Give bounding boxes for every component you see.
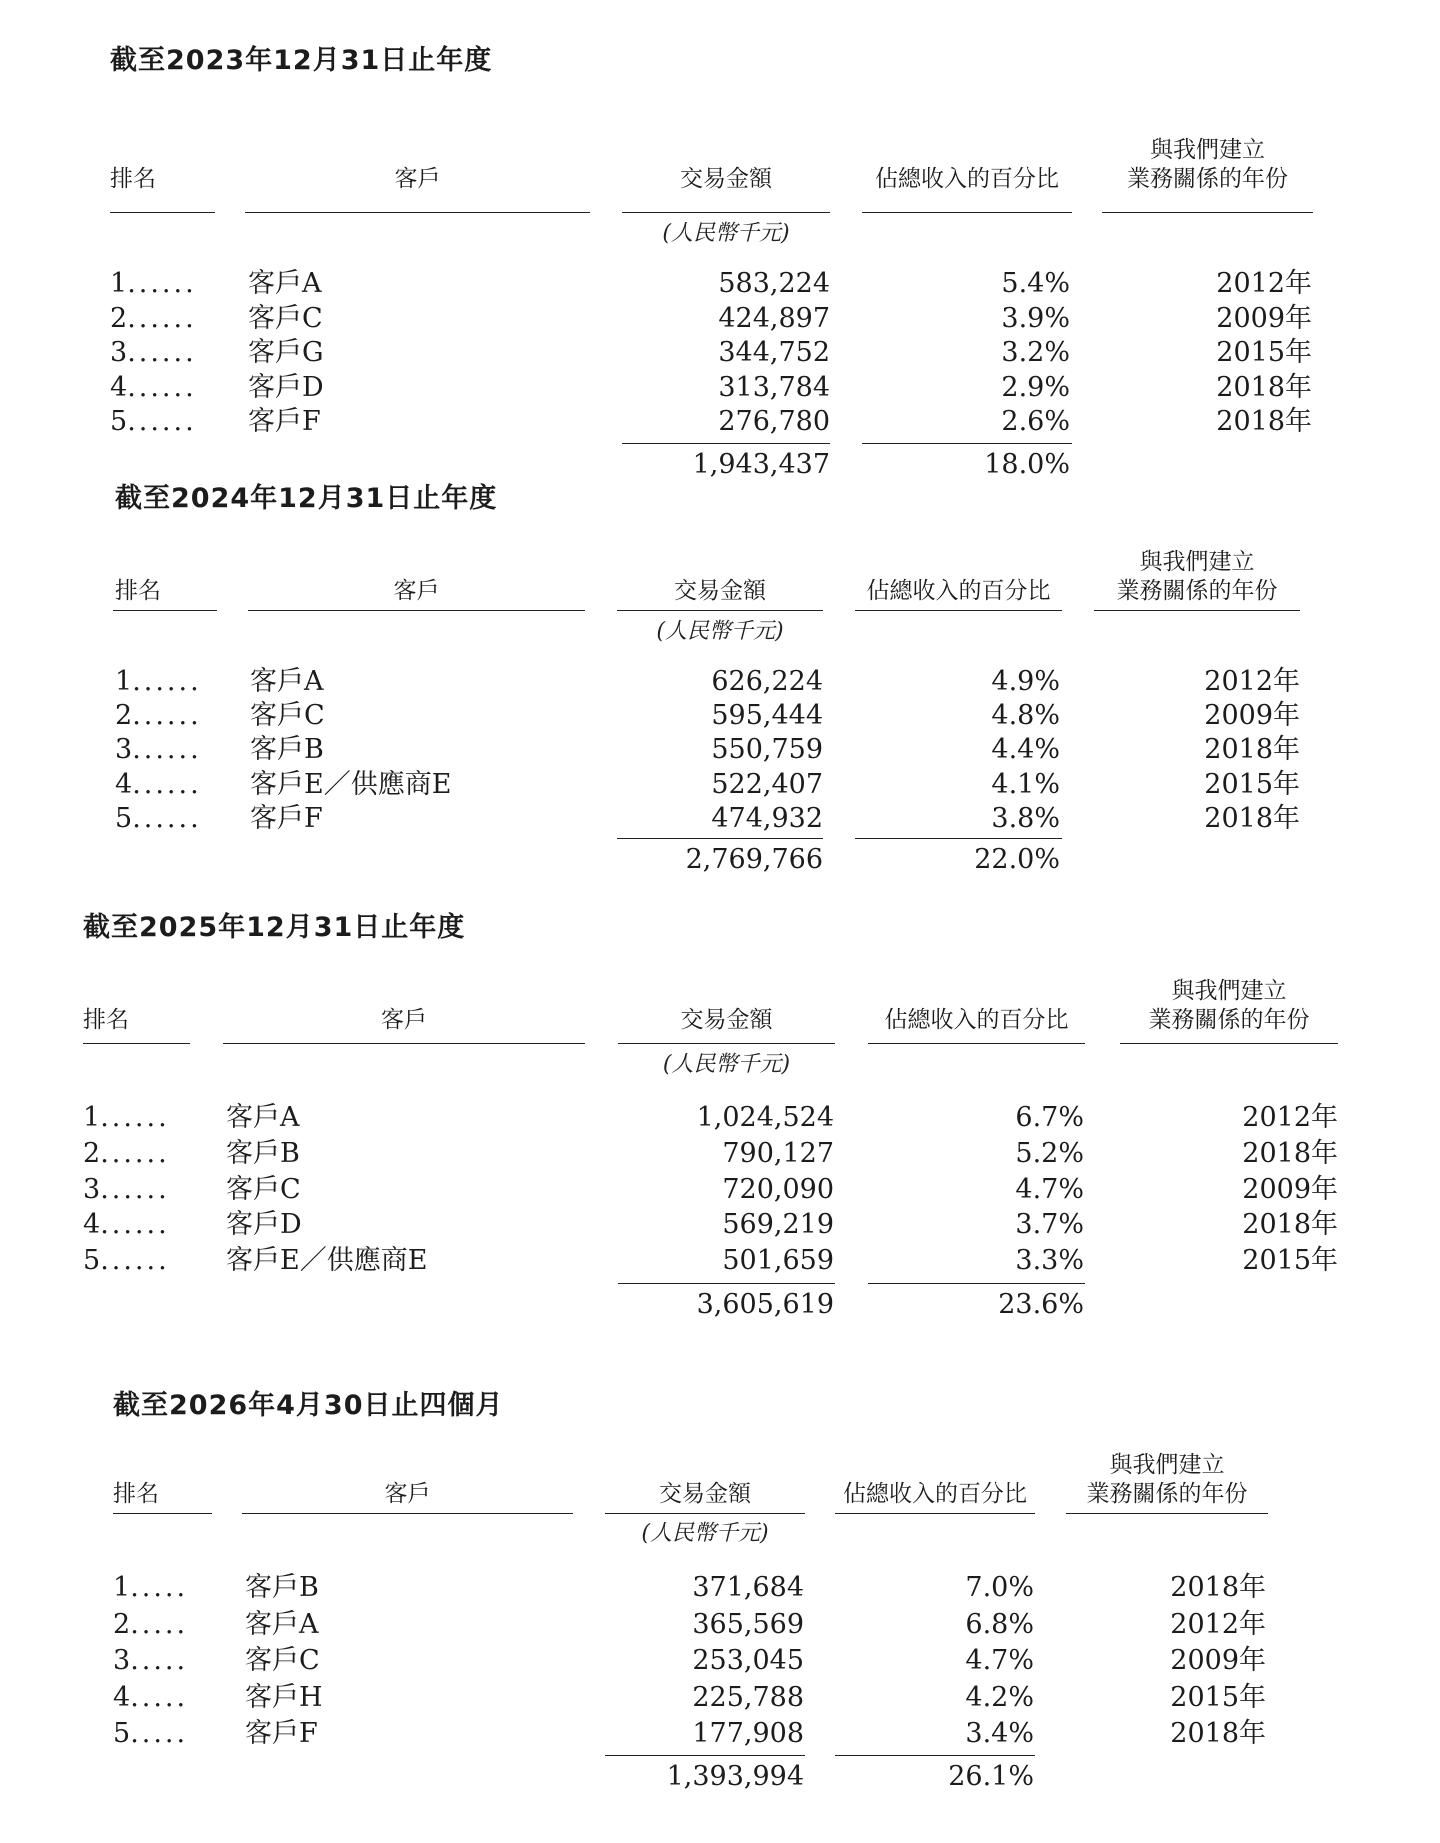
rank-leader-dots: ......: [127, 268, 197, 299]
row-customer: 客戶F: [248, 406, 321, 437]
row-percent: 2.9%: [1001, 371, 1070, 403]
row-percent: 7.0%: [965, 1572, 1034, 1603]
total-rule-percent: [855, 838, 1062, 839]
row-customer: 客戶C: [245, 1645, 320, 1677]
total-rule-percent: [862, 443, 1072, 444]
row-amount: 225,788: [692, 1681, 804, 1713]
header-underline-rank: [110, 212, 215, 213]
amount-unit-label: (人民幣千元): [662, 1052, 791, 1077]
header-percent: 佔總收入的百分比: [866, 578, 1051, 604]
row-year: 2018年: [1204, 802, 1300, 834]
row-customer: 客戶C: [248, 302, 323, 334]
row-year: 2009年: [1242, 1173, 1338, 1205]
rank-number: 3: [115, 734, 133, 766]
header-customer: 客戶: [393, 578, 440, 604]
row-year: 2015年: [1242, 1245, 1338, 1277]
customer-table-section: [0, 1383, 1440, 1843]
row-rank: [110, 302, 197, 336]
header-underline-customer: [242, 1513, 573, 1514]
row-customer: 客戶E／供應商E: [226, 1245, 428, 1277]
header-underline-customer: [223, 1043, 585, 1044]
row-customer: 客戶A: [250, 666, 324, 697]
total-rule-percent: [835, 1755, 1035, 1756]
row-customer: 客戶D: [248, 371, 324, 403]
header-percent: 佔總收入的百分比: [884, 1007, 1069, 1033]
row-rank: [115, 665, 202, 699]
rank-number: 1: [83, 1102, 101, 1133]
rank-leader-dots: ......: [100, 1173, 170, 1205]
rank-leader-dots: ......: [127, 337, 197, 368]
header-percent: 佔總收入的百分比: [843, 1481, 1027, 1507]
row-amount: 424,897: [718, 302, 830, 334]
rank-number: 3: [83, 1173, 101, 1205]
header-rank: 排名: [115, 578, 161, 604]
header-amount: 交易金額: [680, 1007, 773, 1033]
rank-number: 5: [115, 802, 133, 834]
row-amount: 583,224: [718, 268, 830, 299]
row-year: 2018年: [1242, 1137, 1338, 1169]
row-percent: 4.7%: [965, 1645, 1034, 1677]
header-underline-percent: [855, 610, 1062, 611]
row-customer: 客戶F: [245, 1718, 318, 1750]
rank-leader-dots: ......: [127, 406, 197, 437]
header-underline-amount: [617, 610, 823, 611]
total-amount: 1,943,437: [692, 449, 830, 480]
row-customer: 客戶A: [245, 1608, 319, 1640]
row-year: 2018年: [1216, 406, 1312, 437]
header-underline-percent: [835, 1513, 1035, 1514]
header-year-line2: 業務關係的年份: [1116, 578, 1278, 604]
row-rank: [110, 405, 197, 439]
row-rank: [83, 1244, 170, 1278]
total-rule-amount: [605, 1755, 805, 1756]
row-year: 2012年: [1216, 268, 1312, 299]
row-amount: 344,752: [718, 337, 830, 368]
header-year-line1: 與我們建立: [1109, 1452, 1225, 1478]
amount-unit-label: (人民幣千元): [662, 221, 790, 246]
row-year: 2012年: [1170, 1608, 1266, 1640]
total-percent: 18.0%: [984, 449, 1070, 480]
row-customer: 客戶C: [250, 700, 325, 732]
header-underline-customer: [245, 212, 590, 213]
rank-number: 5: [83, 1245, 101, 1277]
header-underline-year: [1066, 1513, 1268, 1514]
header-underline-percent: [862, 212, 1072, 213]
header-year-line1: 與我們建立: [1171, 978, 1287, 1004]
customer-table-section: [0, 38, 1440, 498]
row-year: 2018年: [1170, 1718, 1266, 1750]
rank-leader-dots: ......: [132, 700, 202, 732]
row-percent: 4.7%: [1015, 1173, 1084, 1205]
rank-number: 4: [113, 1681, 131, 1713]
total-percent: 22.0%: [974, 844, 1060, 875]
row-rank: [83, 1173, 170, 1207]
rank-leader-dots: .....: [130, 1718, 189, 1750]
row-rank: [115, 699, 202, 733]
rank-leader-dots: ......: [100, 1137, 170, 1169]
row-rank: [110, 336, 197, 370]
header-underline-year: [1094, 610, 1300, 611]
rank-leader-dots: ......: [132, 666, 202, 697]
rank-leader-dots: ......: [127, 302, 197, 334]
header-year-line1: 與我們建立: [1139, 549, 1255, 575]
rank-number: 3: [113, 1645, 131, 1677]
rank-number: 4: [110, 371, 128, 403]
total-amount: 2,769,766: [685, 844, 823, 875]
row-customer: 客戶A: [226, 1102, 300, 1133]
row-customer: 客戶D: [226, 1209, 302, 1241]
rank-leader-dots: ......: [132, 734, 202, 766]
rank-leader-dots: .....: [130, 1681, 189, 1713]
row-rank: [115, 733, 202, 767]
row-amount: 720,090: [722, 1173, 834, 1205]
row-amount: 595,444: [711, 700, 823, 732]
rank-number: 1: [113, 1572, 131, 1603]
row-customer: 客戶B: [245, 1572, 319, 1603]
header-rank: 排名: [83, 1007, 129, 1033]
row-percent: 4.1%: [991, 768, 1060, 800]
header-underline-amount: [618, 1043, 835, 1044]
row-year: 2009年: [1204, 700, 1300, 732]
row-amount: 522,407: [711, 768, 823, 800]
rank-number: 1: [110, 268, 128, 299]
total-amount: 1,393,994: [666, 1761, 804, 1792]
row-percent: 4.8%: [991, 700, 1060, 732]
row-year: 2009年: [1170, 1645, 1266, 1677]
header-underline-amount: [605, 1513, 805, 1514]
rank-leader-dots: ......: [100, 1245, 170, 1277]
rank-number: 4: [83, 1209, 101, 1241]
row-percent: 5.2%: [1015, 1137, 1084, 1169]
row-rank: [83, 1137, 170, 1171]
rank-leader-dots: ......: [100, 1102, 170, 1133]
row-year: 2015年: [1216, 337, 1312, 368]
row-percent: 3.2%: [1001, 337, 1070, 368]
row-rank: [113, 1717, 188, 1751]
row-customer: 客戶G: [248, 337, 324, 368]
row-rank: [113, 1644, 188, 1678]
amount-unit-label: (人民幣千元): [641, 1521, 769, 1546]
row-percent: 3.9%: [1001, 302, 1070, 334]
section-title: 截至2024年12月31日止年度: [115, 483, 498, 514]
total-rule-amount: [618, 1283, 835, 1284]
row-percent: 3.8%: [991, 802, 1060, 834]
row-amount: 313,784: [718, 371, 830, 403]
row-year: 2018年: [1170, 1572, 1266, 1603]
rank-leader-dots: ......: [100, 1209, 170, 1241]
rank-number: 2: [110, 302, 128, 334]
row-rank: [110, 267, 197, 301]
rank-number: 5: [110, 406, 128, 437]
header-underline-year: [1120, 1043, 1338, 1044]
rank-number: 5: [113, 1718, 131, 1750]
row-percent: 3.7%: [1015, 1209, 1084, 1241]
row-rank: [83, 1101, 170, 1135]
row-percent: 5.4%: [1001, 268, 1070, 299]
rank-leader-dots: .....: [130, 1572, 189, 1603]
row-year: 2012年: [1242, 1102, 1338, 1133]
total-rule-amount: [622, 443, 830, 444]
customer-table-section: [0, 476, 1440, 936]
header-year-line2: 業務關係的年份: [1127, 166, 1288, 192]
total-percent: 26.1%: [948, 1761, 1034, 1792]
row-customer: 客戶C: [226, 1173, 301, 1205]
header-year-line1: 與我們建立: [1150, 137, 1265, 163]
row-customer: 客戶A: [248, 268, 322, 299]
header-percent: 佔總收入的百分比: [875, 166, 1059, 192]
rank-number: 2: [83, 1137, 101, 1169]
row-year: 2015年: [1170, 1681, 1266, 1713]
row-amount: 177,908: [692, 1718, 804, 1750]
header-year-line2: 業務關係的年份: [1148, 1007, 1310, 1033]
row-rank: [83, 1208, 170, 1242]
amount-unit-label: (人民幣千元): [656, 619, 784, 644]
row-year: 2018年: [1216, 371, 1312, 403]
row-amount: 253,045: [692, 1645, 804, 1677]
row-rank: [115, 802, 202, 836]
header-underline-percent: [868, 1043, 1085, 1044]
row-percent: 6.8%: [965, 1608, 1034, 1640]
section-title: 截至2026年4月30日止四個月: [113, 1390, 504, 1421]
row-rank: [110, 371, 197, 405]
rank-number: 2: [115, 700, 133, 732]
row-year: 2012年: [1204, 666, 1300, 697]
header-amount: 交易金額: [659, 1481, 751, 1507]
customer-table-section: [0, 905, 1440, 1365]
row-percent: 3.4%: [965, 1718, 1034, 1750]
row-percent: 3.3%: [1015, 1245, 1084, 1277]
header-customer: 客戶: [384, 1481, 431, 1507]
header-amount: 交易金額: [680, 166, 772, 192]
rank-leader-dots: ......: [132, 768, 202, 800]
row-amount: 365,569: [692, 1608, 804, 1640]
row-rank: [115, 768, 202, 802]
header-underline-year: [1102, 212, 1313, 213]
rank-leader-dots: .....: [130, 1645, 189, 1677]
header-year-line2: 業務關係的年份: [1086, 1481, 1248, 1507]
rank-leader-dots: ......: [127, 371, 197, 403]
header-rank: 排名: [113, 1481, 159, 1507]
row-percent: 6.7%: [1015, 1102, 1084, 1133]
header-underline-rank: [83, 1043, 190, 1044]
rank-number: 1: [115, 666, 133, 697]
row-rank: [113, 1608, 188, 1642]
header-amount: 交易金額: [674, 578, 766, 604]
rank-leader-dots: .....: [130, 1608, 189, 1640]
row-amount: 276,780: [718, 406, 830, 437]
row-year: 2018年: [1204, 734, 1300, 766]
row-percent: 4.2%: [965, 1681, 1034, 1713]
row-amount: 474,932: [711, 802, 823, 834]
header-customer: 客戶: [394, 166, 441, 192]
row-customer: 客戶E／供應商E: [250, 768, 452, 800]
header-underline-rank: [113, 610, 217, 611]
row-customer: 客戶B: [250, 734, 324, 766]
header-underline-customer: [248, 610, 585, 611]
total-rule-amount: [617, 838, 823, 839]
total-amount: 3,605,619: [696, 1289, 834, 1320]
row-customer: 客戶F: [250, 802, 323, 834]
row-customer: 客戶B: [226, 1137, 300, 1169]
row-year: 2018年: [1242, 1209, 1338, 1241]
row-rank: [113, 1571, 188, 1605]
row-amount: 790,127: [722, 1137, 834, 1169]
section-title: 截至2023年12月31日止年度: [110, 45, 493, 76]
row-amount: 371,684: [692, 1572, 804, 1603]
row-amount: 501,659: [722, 1245, 834, 1277]
row-amount: 1,024,524: [696, 1102, 834, 1133]
row-percent: 4.4%: [991, 734, 1060, 766]
row-year: 2015年: [1204, 768, 1300, 800]
header-rank: 排名: [110, 166, 156, 192]
row-customer: 客戶H: [245, 1681, 323, 1713]
row-amount: 550,759: [711, 734, 823, 766]
rank-number: 3: [110, 337, 128, 368]
row-percent: 2.6%: [1001, 406, 1070, 437]
row-year: 2009年: [1216, 302, 1312, 334]
header-customer: 客戶: [381, 1007, 427, 1033]
section-title: 截至2025年12月31日止年度: [83, 912, 466, 943]
header-underline-amount: [622, 212, 830, 213]
row-amount: 569,219: [722, 1209, 834, 1241]
rank-number: 4: [115, 768, 133, 800]
total-rule-percent: [868, 1283, 1085, 1284]
rank-leader-dots: ......: [132, 802, 202, 834]
row-amount: 626,224: [711, 666, 823, 697]
rank-number: 2: [113, 1608, 131, 1640]
row-rank: [113, 1681, 188, 1715]
row-percent: 4.9%: [991, 666, 1060, 697]
total-percent: 23.6%: [998, 1289, 1084, 1320]
header-underline-rank: [113, 1513, 212, 1514]
